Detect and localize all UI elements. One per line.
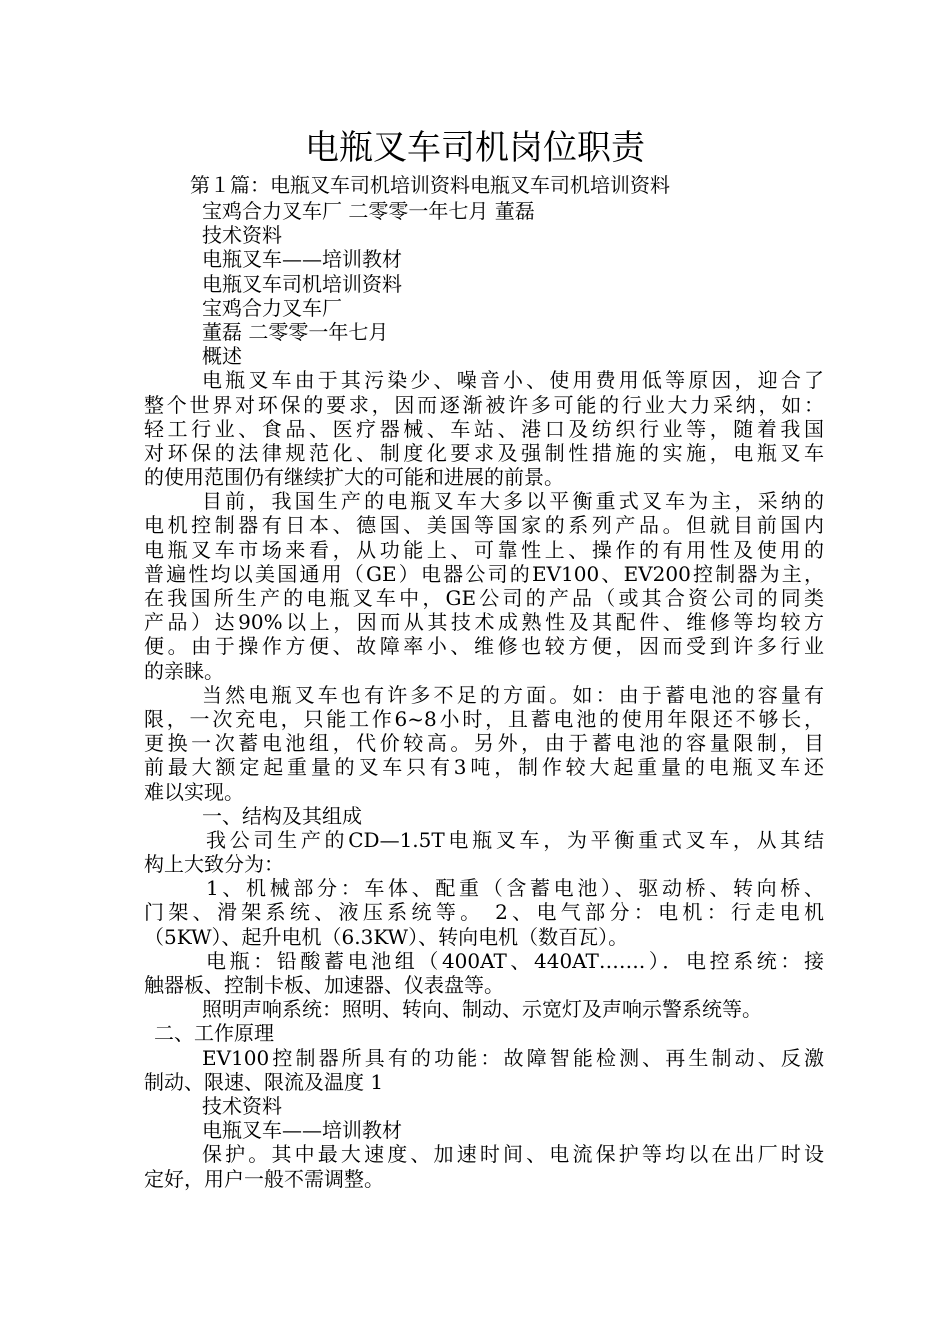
paragraph-line: 电瓶叉车市场来看，从功能上、可靠性上、操作的有用性及使用的	[144, 537, 824, 562]
paragraph-line: 1、机械部分：车体、配重（含蓄电池）、驱动桥、转向桥、	[206, 876, 824, 901]
paragraph-line: 对环保的法律规范化、制度化要求及强制性措施的实施，电瓶叉车	[144, 440, 824, 465]
text-line: 宝鸡合力叉车厂	[202, 295, 342, 320]
paragraph-line: 电瓶叉车由于其污染少、噪音小、使用费用低等原因，迎合了	[202, 368, 824, 393]
paragraph-line: 产品）达90%以上，因而从其技术成熟性及其配件、维修等均较方	[144, 610, 824, 635]
paragraph-line: 门架、滑架系统、液压系统等。 2、电气部分：电机：行走电机	[144, 900, 824, 925]
paragraph-line: 的亲睐。	[144, 658, 224, 683]
paragraph-line: 构上大致分为：	[144, 852, 284, 877]
paragraph-line: 更换一次蓄电池组，代价较高。另外，由于蓄电池的容量限制，目	[144, 731, 824, 756]
text-line: 宝鸡合力叉车厂 二零零一年七月 董磊	[202, 199, 535, 223]
section-heading: 一、结构及其组成	[202, 803, 362, 828]
paragraph-line: 电机控制器有日本、德国、美国等国家的系列产品。但就目前国内	[144, 513, 824, 538]
text-line: 电瓶叉车——培训教材	[202, 247, 402, 272]
paragraph-line: 电瓶：铅酸蓄电池组（400AT、440AT…….）．电控系统：接	[206, 948, 824, 973]
paragraph-line: 目前，我国生产的电瓶叉车大多以平衡重式叉车为主，采纳的	[202, 489, 824, 514]
text-line: 董磊 二零零一年七月	[202, 319, 389, 344]
paragraph-line: 照明声响系统：照明、转向、制动、示宽灯及声响示警系统等。	[202, 997, 762, 1022]
document-subtitle: 第１篇：电瓶叉车司机培训资料电瓶叉车司机培训资料	[190, 173, 670, 197]
document-body	[144, 199, 824, 1191]
section-heading: 二、工作原理	[154, 1021, 274, 1046]
paragraph-line: 普遍性均以美国通用（GE）电器公司的EV100、EV200控制器为主，	[144, 561, 824, 586]
paragraph-line: 限，一次充电，只能工作6~8小时，且蓄电池的使用年限还不够长，	[144, 706, 824, 731]
paragraph-line: EV100控制器所具有的功能：故障智能检测、再生制动、反激	[202, 1045, 824, 1070]
paragraph-line: 整个世界对环保的要求，因而逐渐被许多可能的行业大力采纳，如：	[144, 392, 824, 417]
section-heading: 概述	[202, 344, 242, 369]
text-line: 电瓶叉车司机培训资料	[202, 271, 402, 296]
text-line: 电瓶叉车——培训教材	[202, 1118, 402, 1143]
text-line: 技术资料	[202, 1093, 282, 1118]
paragraph-line: 难以实现。	[144, 779, 244, 804]
paragraph-line: 前最大额定起重量的叉车只有3吨，制作较大起重量的电瓶叉车还	[144, 755, 824, 780]
paragraph-line: 定好，用户一般不需调整。	[144, 1166, 384, 1191]
paragraph-line: 便。由于操作方便、故障率小、维修也较方便，因而受到许多行业	[144, 634, 824, 659]
paragraph-line: 当然电瓶叉车也有许多不足的方面。如：由于蓄电池的容量有	[202, 682, 824, 707]
text-line: 技术资料	[202, 223, 282, 248]
paragraph-line: 制动、限速、限流及温度 1	[144, 1069, 384, 1094]
paragraph-line: 我公司生产的CD—1.5T电瓶叉车，为平衡重式叉车，从其结	[206, 827, 824, 852]
paragraph-line: 保护。其中最大速度、加速时间、电流保护等均以在出厂时设	[202, 1142, 824, 1167]
paragraph-line: 在我国所生产的电瓶叉车中，GE公司的产品（或其合资公司的同类	[144, 586, 824, 610]
page-title: 电瓶叉车司机岗位职责	[305, 128, 645, 168]
paragraph-line: （5KW）、起升电机（6.3KW）、转向电机（数百瓦）。	[144, 924, 629, 949]
paragraph-line: 触器板、控制卡板、加速器、仪表盘等。	[144, 973, 504, 997]
paragraph-line: 轻工行业、食品、医疗器械、车站、港口及纺织行业等，随着我国	[144, 416, 824, 441]
paragraph-line: 的使用范围仍有继续扩大的可能和进展的前景。	[144, 465, 564, 490]
